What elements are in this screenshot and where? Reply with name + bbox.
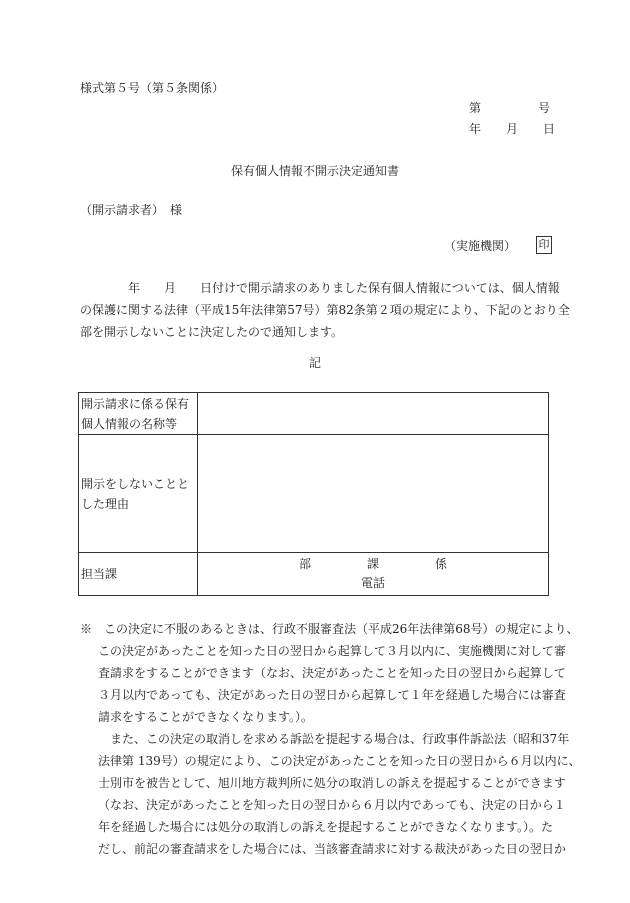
dept-label: 部 bbox=[298, 557, 311, 571]
responsible-dept bbox=[200, 555, 546, 593]
date-day: 日 bbox=[543, 122, 556, 136]
row2-label bbox=[79, 435, 198, 553]
row3-value bbox=[198, 553, 549, 596]
number-suffix: 号 bbox=[538, 101, 551, 115]
row1-label-line: 個人情報の名称等 bbox=[81, 416, 178, 431]
section-label: 課 bbox=[366, 557, 379, 571]
row1-value bbox=[198, 393, 549, 435]
date-month: 月 bbox=[506, 122, 519, 136]
phone-label: 電話 bbox=[360, 576, 385, 590]
body-line: の保護に関する法律（平成15年法律第57号）第82条第２項の規定により、下記のとおり全 bbox=[80, 303, 570, 317]
row3-label: 担当課 bbox=[79, 553, 198, 596]
info-table bbox=[78, 392, 549, 596]
notice-paragraph bbox=[80, 618, 581, 860]
date-year: 年 bbox=[469, 122, 482, 136]
row2-label-line: した理由 bbox=[81, 496, 130, 511]
seal-mark: 印 bbox=[536, 236, 552, 254]
document-title: 保有個人情報不開示決定通知書 bbox=[230, 164, 399, 178]
date-line bbox=[469, 123, 555, 135]
row2-value bbox=[198, 435, 549, 553]
notice-line: ３月以内であっても、決定があった日の翌日から起算して１年を経過した場合には審査 bbox=[98, 688, 566, 702]
notice-line: この決定があったことを知った日の翌日から起算して３月以内に、実施機関に対して審 bbox=[98, 644, 566, 658]
unit-label: 係 bbox=[434, 557, 447, 571]
number-prefix: 第 bbox=[469, 101, 482, 115]
document-number-line bbox=[469, 102, 550, 114]
body-line: 年 月 日付けで開示請求のありました保有個人情報については、個人情報 bbox=[80, 281, 560, 295]
table-row bbox=[79, 553, 549, 596]
implementing-organization: （実施機関） bbox=[444, 239, 517, 253]
table-row bbox=[79, 435, 549, 553]
notice-line: また、この決定の取消しを求める訴訟を提起する場合は、行政事件訴訟法（昭和37年 bbox=[98, 732, 570, 746]
notice-line: （なお、決定があったことを知った日の翌日から６月以内であっても、決定の日から１ bbox=[98, 798, 566, 812]
notice-line: 法律第 139号）の規定により、この決定があったことを知った日の翌日から６月以内に、 bbox=[98, 754, 581, 768]
notice-line: 査請求をすることができます（なお、決定があったことを知った日の翌日から起算して bbox=[98, 666, 566, 680]
row2-label-line: 開示をしないことと bbox=[81, 476, 190, 491]
form-number: 様式第５号（第５条関係） bbox=[80, 81, 225, 95]
ki-heading: 記 bbox=[308, 356, 321, 370]
body-paragraph bbox=[80, 277, 570, 343]
notice-line: 請求をすることができなくなります。）。 bbox=[98, 710, 314, 724]
body-line: 部を開示しないことに決定したので通知します。 bbox=[80, 325, 344, 339]
notice-line: 年を経過した場合には処分の取消しの訴えを提起することができなくなります。）。た bbox=[98, 820, 554, 834]
row1-label bbox=[79, 393, 198, 435]
notice-line: だし、前記の審査請求をした場合には、当該審査請求に対する裁決があった日の翌日か bbox=[98, 842, 566, 856]
notice-line: 士別市を被告として、旭川地方裁判所に処分の取消しの訴えを提起することができます bbox=[98, 776, 566, 790]
notice-line: ※ この決定に不服のあるときは、行政不服審査法（平成26年法律第68号）の規定により、 bbox=[80, 622, 579, 636]
row1-label-line: 開示請求に係る保有 bbox=[81, 396, 190, 411]
table-row bbox=[79, 393, 549, 435]
recipient: （開示請求者） 様 bbox=[80, 203, 183, 217]
